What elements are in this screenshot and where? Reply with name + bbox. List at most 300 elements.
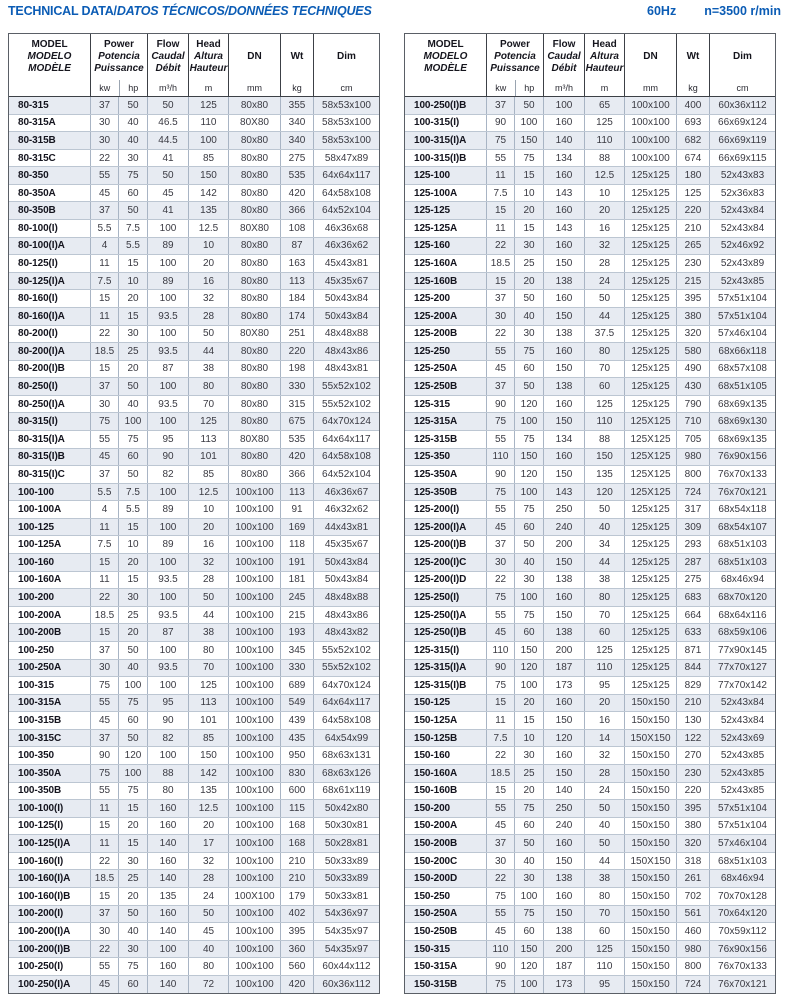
data-cell: 76x70x133 [718, 961, 767, 973]
data-cell: 93.5 [148, 343, 189, 360]
data-cell: 28 [585, 765, 625, 782]
data-cell: 45 [487, 818, 515, 835]
table-row [9, 361, 379, 379]
table-row [405, 589, 775, 607]
data-cell: 150 [544, 765, 585, 782]
table-row [405, 958, 775, 976]
column-header-flow [148, 34, 189, 96]
data-cell: 100x100 [229, 870, 281, 887]
unit-wt: kg [688, 83, 698, 93]
data-cell: 100x100 [229, 572, 281, 589]
table-row [9, 712, 379, 730]
table-row [9, 97, 379, 115]
data-cell: 15 [91, 361, 119, 378]
data-cell: 181 [281, 572, 314, 589]
model-cell: 150-315 [405, 941, 487, 958]
data-cell: 75 [515, 431, 544, 448]
table-row [405, 906, 775, 924]
data-cell: 315 [281, 396, 314, 413]
data-cell: 45 [148, 185, 189, 202]
data-cell: 11 [487, 167, 515, 184]
data-cell: 150x150 [625, 835, 677, 852]
data-cell: 46x36x68 [324, 222, 369, 234]
data-cell: 25 [119, 343, 148, 360]
data-cell: 57x51x104 [718, 820, 767, 832]
data-cell: 30 [91, 132, 119, 149]
data-cell: 664 [677, 607, 710, 624]
data-cell: 15 [91, 554, 119, 571]
model-cell: 125-200 [405, 290, 487, 307]
data-cell: 366 [281, 466, 314, 483]
page-title-main: TECHNICAL DATA/ [8, 4, 117, 18]
model-cell: 100-125(I)A [9, 835, 91, 852]
model-cell: 100-315(I)A [405, 132, 487, 149]
data-cell: 55 [91, 167, 119, 184]
data-cell: 57x46x104 [718, 328, 767, 340]
data-cell: 100 [148, 554, 189, 571]
data-cell: 138 [544, 572, 585, 589]
data-cell: 100x100 [229, 958, 281, 975]
data-cell: 125x125 [625, 572, 677, 589]
table-row [9, 413, 379, 431]
model-cell: 80-125(I)A [9, 273, 91, 290]
data-cell: 150x150 [625, 906, 677, 923]
data-cell: 309 [677, 519, 710, 536]
data-cell: 125x125 [625, 361, 677, 378]
data-cell: 125x125 [625, 326, 677, 343]
data-cell: 15 [515, 712, 544, 729]
data-cell: 75 [515, 607, 544, 624]
column-header-dn: DN mm [625, 34, 677, 96]
data-cell: 50 [189, 326, 229, 343]
data-cell: 28 [585, 255, 625, 272]
data-cell: 75 [119, 431, 148, 448]
data-cell: 45 [91, 712, 119, 729]
data-cell: 100x100 [229, 800, 281, 817]
data-cell: 7.5 [487, 185, 515, 202]
data-cell: 48x48x88 [324, 328, 369, 340]
model-cell: 125-200(I)D [405, 572, 487, 589]
data-cell: 683 [677, 589, 710, 606]
data-cell: 52x43x89 [720, 257, 765, 269]
data-cell: 80x80 [229, 413, 281, 430]
data-cell: 345 [281, 642, 314, 659]
data-cell: 52x43x85 [720, 767, 765, 779]
data-cell: 10 [515, 185, 544, 202]
data-cell: 535 [281, 167, 314, 184]
data-cell: 210 [281, 853, 314, 870]
data-cell: 100x100 [229, 677, 281, 694]
data-cell: 68x46x94 [720, 574, 765, 586]
data-cell: 160 [544, 115, 585, 132]
table-row [405, 519, 775, 537]
model-cell: 100-250A [9, 660, 91, 677]
data-cell: 55 [91, 431, 119, 448]
table-row [405, 378, 775, 396]
data-cell: 50x33x81 [324, 890, 369, 902]
model-cell: 125-125 [405, 202, 487, 219]
model-cell: 80-315(I)A [9, 431, 91, 448]
data-cell: 22 [487, 238, 515, 255]
data-cell: 113 [281, 484, 314, 501]
model-cell: 100-100 [9, 484, 91, 501]
data-cell: 52x43x85 [720, 785, 765, 797]
data-cell: 40 [119, 115, 148, 132]
column-header-dim: Dim cm [314, 34, 379, 96]
table-row [9, 449, 379, 467]
unit-kw: kw [495, 83, 507, 93]
data-cell: 20 [515, 695, 544, 712]
data-cell: 20 [515, 202, 544, 219]
data-cell: 58x53x100 [322, 117, 371, 129]
table-row [9, 536, 379, 554]
data-cell: 150 [544, 255, 585, 272]
data-cell: 52x43x85 [720, 275, 765, 287]
technical-data-table-right [404, 33, 776, 994]
data-cell: 11 [91, 519, 119, 536]
data-cell: 140 [544, 132, 585, 149]
model-cell: 80-160(I)A [9, 308, 91, 325]
data-cell: 100 [148, 326, 189, 343]
model-cell: 100-125 [9, 519, 91, 536]
data-cell: 125x125 [625, 167, 677, 184]
model-cell: 100-250(I)B [405, 97, 487, 114]
data-cell: 150 [544, 413, 585, 430]
data-cell: 150X150 [625, 853, 677, 870]
data-cell: 340 [281, 132, 314, 149]
data-cell: 37 [487, 97, 515, 114]
model-cell: 125-100 [405, 167, 487, 184]
data-cell: 75 [515, 501, 544, 518]
data-cell: 682 [677, 132, 710, 149]
data-cell: 187 [544, 958, 585, 975]
data-cell: 64x64x117 [322, 433, 371, 445]
model-cell: 100-200B [9, 624, 91, 641]
model-cell: 100-250(I) [9, 958, 91, 975]
data-cell: 68x54x118 [718, 504, 767, 516]
data-cell: 143 [544, 185, 585, 202]
data-cell: 70x59x112 [718, 925, 767, 937]
table-row [9, 220, 379, 238]
data-cell: 138 [544, 378, 585, 395]
unit-hp: hp [119, 80, 148, 96]
data-cell: 180 [677, 167, 710, 184]
data-cell: 80x80 [229, 255, 281, 272]
data-cell: 435 [281, 730, 314, 747]
data-cell: 100x100 [229, 484, 281, 501]
data-cell: 80x80 [229, 396, 281, 413]
col-head-es: Altura [194, 51, 223, 62]
model-cell: 80-350 [9, 167, 91, 184]
data-cell: 50 [148, 167, 189, 184]
model-cell: 125-200(I)A [405, 519, 487, 536]
model-cell: 125-125A [405, 220, 487, 237]
unit-dim: cm [340, 83, 353, 93]
data-cell: 22 [487, 326, 515, 343]
model-cell: 125-315(I)A [405, 660, 487, 677]
data-cell: 60 [119, 185, 148, 202]
speed-label: n=3500 r/min [704, 4, 781, 18]
data-cell: 950 [281, 747, 314, 764]
data-cell: 200 [544, 642, 585, 659]
data-cell: 64x58x108 [322, 187, 371, 199]
data-cell: 15 [487, 783, 515, 800]
col-power-es: Potencia [98, 51, 140, 62]
table-row [405, 484, 775, 502]
data-cell: 16 [585, 712, 625, 729]
data-cell: 160 [544, 290, 585, 307]
data-cell: 140 [544, 783, 585, 800]
table-row [405, 607, 775, 625]
data-cell: 150 [515, 642, 544, 659]
data-cell: 100x100 [229, 835, 281, 852]
model-cell: 80-315B [9, 132, 91, 149]
data-cell: 150x150 [625, 800, 677, 817]
data-cell: 90 [487, 396, 515, 413]
data-cell: 15 [119, 308, 148, 325]
data-cell: 113 [189, 695, 229, 712]
data-cell: 45 [91, 185, 119, 202]
data-cell: 90 [487, 958, 515, 975]
model-cell: 125-250A [405, 361, 487, 378]
data-cell: 75 [487, 589, 515, 606]
data-cell: 66x69x124 [718, 117, 767, 129]
model-cell: 150-200B [405, 835, 487, 852]
data-cell: 561 [677, 906, 710, 923]
data-cell: 30 [91, 115, 119, 132]
data-cell: 44 [189, 343, 229, 360]
data-cell: 210 [677, 220, 710, 237]
data-cell: 22 [91, 150, 119, 167]
data-cell: 125 [585, 115, 625, 132]
data-cell: 60 [515, 624, 544, 641]
data-cell: 50x43x84 [324, 310, 369, 322]
data-cell: 75 [515, 906, 544, 923]
data-cell: 100 [515, 589, 544, 606]
data-cell: 64x64x117 [322, 170, 371, 182]
unit-flow: m³/h [159, 83, 177, 93]
data-cell: 93.5 [148, 396, 189, 413]
table-row [405, 326, 775, 344]
model-cell: 125-100A [405, 185, 487, 202]
data-cell: 100x100 [229, 501, 281, 518]
table-row [9, 132, 379, 150]
data-cell: 100x100 [229, 642, 281, 659]
data-cell: 37.5 [585, 326, 625, 343]
data-cell: 50 [585, 501, 625, 518]
data-cell: 980 [677, 941, 710, 958]
table-row [9, 396, 379, 414]
data-cell: 160 [544, 747, 585, 764]
data-cell: 160 [544, 695, 585, 712]
table-row [405, 308, 775, 326]
table-row [9, 572, 379, 590]
data-cell: 125X125 [625, 431, 677, 448]
data-cell: 37 [487, 835, 515, 852]
data-cell: 80x80 [229, 238, 281, 255]
data-cell: 275 [677, 572, 710, 589]
data-cell: 150x150 [625, 976, 677, 994]
data-cell: 100 [515, 976, 544, 994]
data-cell: 420 [281, 449, 314, 466]
data-cell: 44 [585, 853, 625, 870]
data-cell: 80x80 [229, 343, 281, 360]
data-cell: 120 [515, 958, 544, 975]
data-cell: 790 [677, 396, 710, 413]
table-row [9, 326, 379, 344]
table-row [9, 519, 379, 537]
data-cell: 57x51x104 [718, 310, 767, 322]
data-cell: 64x58x108 [322, 451, 371, 463]
data-cell: 193 [281, 624, 314, 641]
data-cell: 60 [515, 818, 544, 835]
data-cell: 15 [119, 255, 148, 272]
data-cell: 50 [515, 97, 544, 114]
data-cell: 30 [91, 660, 119, 677]
data-cell: 138 [544, 624, 585, 641]
data-cell: 220 [677, 783, 710, 800]
data-cell: 7.5 [119, 484, 148, 501]
data-cell: 11 [487, 220, 515, 237]
data-cell: 30 [119, 941, 148, 958]
data-cell: 30 [91, 923, 119, 940]
data-cell: 150 [515, 941, 544, 958]
data-cell: 100 [515, 677, 544, 694]
data-cell: 32 [585, 747, 625, 764]
data-cell: 125x125 [625, 642, 677, 659]
data-cell: 55x52x102 [322, 398, 371, 410]
data-cell: 395 [281, 923, 314, 940]
column-header-dim: Dim cm [710, 34, 775, 96]
table-row [9, 431, 379, 449]
data-cell: 64x52x104 [322, 205, 371, 217]
model-cell: 80-350B [9, 202, 91, 219]
data-cell: 220 [281, 343, 314, 360]
data-cell: 320 [677, 835, 710, 852]
col-power-fr: Puissance [94, 63, 144, 74]
data-cell: 44x43x81 [324, 521, 369, 533]
data-cell: 80x80 [229, 167, 281, 184]
data-cell: 366 [281, 202, 314, 219]
model-cell: 125-350B [405, 484, 487, 501]
data-cell: 142 [189, 185, 229, 202]
data-cell: 76x70x133 [718, 468, 767, 480]
data-cell: 140 [148, 923, 189, 940]
data-cell: 120 [515, 466, 544, 483]
data-cell: 37 [487, 536, 515, 553]
data-cell: 82 [148, 466, 189, 483]
table-row [9, 835, 379, 853]
data-cell: 88 [585, 431, 625, 448]
data-cell: 22 [487, 747, 515, 764]
data-cell: 100 [148, 220, 189, 237]
data-cell: 12.5 [189, 800, 229, 817]
data-cell: 75 [119, 783, 148, 800]
column-header-wt: Wt kg [281, 34, 314, 96]
data-cell: 100x100 [229, 712, 281, 729]
table-row [9, 923, 379, 941]
data-cell: 77x70x142 [718, 679, 767, 691]
data-cell: 55 [487, 343, 515, 360]
data-cell: 22 [91, 853, 119, 870]
table-row [9, 958, 379, 976]
data-cell: 45 [487, 923, 515, 940]
model-cell: 80-350A [9, 185, 91, 202]
data-cell: 15 [515, 167, 544, 184]
data-cell: 125 [189, 97, 229, 114]
data-cell: 210 [281, 870, 314, 887]
data-cell: 37 [91, 97, 119, 114]
data-cell: 24 [585, 783, 625, 800]
data-cell: 70x70x128 [718, 890, 767, 902]
model-cell: 100-160 [9, 554, 91, 571]
data-cell: 430 [677, 378, 710, 395]
frequency-label: 60Hz [647, 4, 677, 18]
table-row [405, 800, 775, 818]
data-cell: 22 [487, 572, 515, 589]
table-row [9, 238, 379, 256]
table-body [405, 97, 775, 993]
model-cell: 80-100(I) [9, 220, 91, 237]
data-cell: 18.5 [487, 765, 515, 782]
data-cell: 402 [281, 906, 314, 923]
model-cell: 125-200A [405, 308, 487, 325]
data-cell: 37 [91, 202, 119, 219]
data-cell: 75 [119, 167, 148, 184]
data-cell: 37 [487, 378, 515, 395]
table-row [405, 343, 775, 361]
data-cell: 52x46x92 [720, 240, 765, 252]
data-cell: 160 [544, 343, 585, 360]
data-cell: 60 [515, 923, 544, 940]
col-model-en: MODEL [31, 39, 68, 50]
model-cell: 125-250(I) [405, 589, 487, 606]
data-cell: 24 [189, 888, 229, 905]
model-cell: 150-200D [405, 870, 487, 887]
data-cell: 11 [91, 255, 119, 272]
data-cell: 75 [119, 695, 148, 712]
data-cell: 138 [544, 273, 585, 290]
data-cell: 46x36x62 [324, 240, 369, 252]
model-cell: 80-315C [9, 150, 91, 167]
data-cell: 72 [189, 976, 229, 994]
data-cell: 100x100 [229, 660, 281, 677]
data-cell: 380 [677, 308, 710, 325]
data-cell: 46x32x62 [324, 504, 369, 516]
data-cell: 77x70x127 [718, 662, 767, 674]
data-cell: 16 [585, 220, 625, 237]
unit-dn: mm [643, 83, 658, 93]
column-header-head [189, 34, 229, 96]
table-body [9, 97, 379, 993]
data-cell: 150 [544, 308, 585, 325]
data-cell: 125x125 [625, 624, 677, 641]
data-cell: 52x43x85 [720, 750, 765, 762]
model-cell: 150-250B [405, 923, 487, 940]
column-header-wt: Wt kg [677, 34, 710, 96]
data-cell: 160 [148, 906, 189, 923]
data-cell: 80x80 [229, 273, 281, 290]
model-cell: 125-250 [405, 343, 487, 360]
data-cell: 68x63x126 [322, 767, 371, 779]
data-cell: 125X125 [625, 413, 677, 430]
model-cell: 100-350 [9, 747, 91, 764]
data-cell: 179 [281, 888, 314, 905]
data-cell: 11 [91, 572, 119, 589]
data-cell: 125 [189, 413, 229, 430]
model-cell: 150-160 [405, 747, 487, 764]
model-cell: 125-315(I)B [405, 677, 487, 694]
